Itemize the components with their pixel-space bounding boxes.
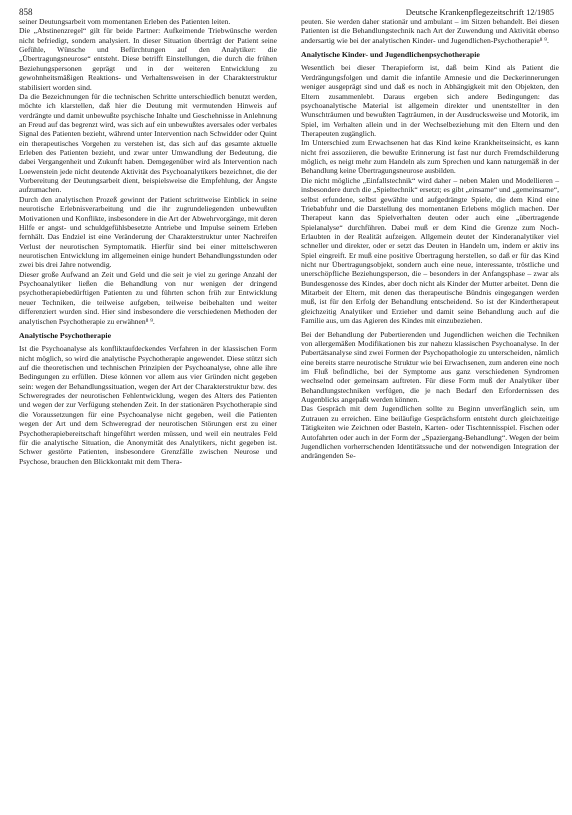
paragraph: peuten. Sie werden daher stationär und ambulant – im Sitzen behandelt. Bei diesen Patienten ist die Behandlungstechnik nach Art der Zuwendung und Aktivität ebenso andersartig wie bei der analytischen Kinder- und Jugendlichen-Psychotherapie⁸ ⁹.	[301, 17, 559, 45]
paragraph: Dieser große Aufwand an Zeit und Geld und die seit je viel zu geringe Anzahl der Psychoanalytiker ließen die Behandlung von nur wenigen der dringend psychotherapiebedürftigen Patienten zu und führten schon früh zur Entwicklung neuer Techniken, die teilweise aufgeben, teilweise beibehalten und weiter differenziert wurden sind. Hier sind insbesondere die verschiedenen Methoden der analytischen Psychotherapie zu erwähnen⁸ ⁹.	[19, 269, 277, 326]
paragraph: Die nicht mögliche „Einfallstechnik“ wird daher – neben Malen und Modellieren – insbesondere durch die „Spieltechnik“ ersetzt; es gibt „einsame“ und „gemeinsame“, selbst erfundene, selbst gewählte und aufgedrängte Spiele, die dem Kind eine Triebabfuhr und die Darstellung des momentanen Erlebens möglich machen. Der Therapeut kann das Spielverhalten deuten oder auch eine „übertragende Spielanalyse“ durchführen. Dabei muß er dem Kind die Grenze zum Noch-Erlaubten in der Realität aufzeigen. Allgemein deutet der Kinderanalytiker viel schneller und direkter, oder er setzt das Deuten in Handeln um, indem er aktiv ins Spiel eingreift. Er muß eine positive Übertragung herstellen, so daß er für das Kind nicht nur Übertragungsobjekt, sondern auch eine neue, interessante, tröstliche und unerschöpfliche Beziehungsperson, die – besonders in der Anfangsphase – zwar als Bundesgenosse des Kindes, aber doch nicht als Kinder der Mutter arbeitet. Denn die Mitarbeit der Eltern, mit denen das therapeutische Bündnis eingegangen werden muß, ist für den Erfolg der Behandlung entscheidend. So ist der Kindertherapeut gleichzeitig Analytiker und Erzieher und damit seine Behandlung auch auf die Familie aus, um das Agieren des Kindes mit einzubeziehen.	[301, 175, 559, 326]
section-heading: Analytische Psychotherapie	[19, 330, 112, 340]
paragraph: Da die Bezeichnungen für die technischen Schritte unterschiedlich benutzt werden, möchte ich klarstellen, daß hier die Deutung mit vermutenden Hinweis auf verdrängte und damit unbewußte psychische Inhalte und Geschehnisse in Anlehnung an Freud auf das begrenzt wird, was sich auf ein unbewußtes aversales oder verbales Signal des Patienten bezieht, während unter Intervention nach Schwidder oder Quint ein therapeutisches Vorgehen zu verstehen ist, das sich auf das gesamte aktuelle Erleben des Patienten bezieht, und zwar unter Umwandlung der Bedeutung, die dabei Vergangenheit und Zukunft haben. Demgegenüber wird als Intervention nach Loewenstein jede nicht deutende Aktivität des Psychoanalytikers bezeichnet, die der Vorbereitung der Deutungsarbeit dient, beispielsweise die Empfehlung, der Ängste aufzumachen.	[19, 91, 277, 195]
page-number: 858	[19, 7, 33, 17]
paragraph: Wesentlich bei dieser Therapieform ist, daß beim Kind als Patient die Verdrängungsfolgen und damit die infantile Amnesie und die Deckerinnerungen weniger ausgeprägt sind und daß es noch in Abhängigkeit mit den Objekten, den Eltern zusammenlebt. Daraus ergeben sich andere Bedingungen: das psychoanalytische Material ist allgemein direkter und unentstellter in den Wunschträumen und bewußten Tagträumen, in der Ausdrucksweise und Motorik, im Spiel, im Verhalten allein und in der Wechselbeziehung mit den Eltern und den Therapeuten zugänglich.	[301, 63, 559, 138]
section-heading: Analytische Kinder- und Jugendlichenpsychotherapie	[301, 50, 480, 60]
paragraph: Das Gespräch mit dem Jugendlichen sollte zu Beginn unverfänglich sein, um Zutrauen zu erreichen. Eine beiläufige Gesprächsform entsteht durch gleichzeitige Tätigkeiten wie Zeichnen oder Basteln, Karten- oder Tischtennisspiel. Fischen oder Autofahrten oder auch in der Form der „Spaziergang-Behandlung“. Wegen der beim Jugendlichen vorherrschenden Identitätssuche und der notwendigen Integration der andrängenden Se-	[301, 404, 559, 461]
journal-header: Deutsche Krankenpflegezeitschrift 12/1985	[405, 7, 554, 17]
paragraph: seiner Deutungsarbeit vom momentanen Erleben des Patienten leiten.	[19, 17, 231, 26]
paragraph: Bei der Behandlung der Pubertierenden und Jugendlichen weichen die Techniken von allergemäßen Modifikationen bis zur nahezu klassischen Psychoanalyse. In der Pubertätsanalyse sind zwei Formen der Psychopathologie zu unterscheiden, nämlich eine bereits starre neurotische Struktur wie bei Erwachsenen, zum anderen eine noch im Fluß befindliche, bei der Symptome aus ganz verschiedenen Syndromen wechselnd oder gemeinsam auftreten. Für diese Form muß der Analytiker über Behandlungstechniken verfügen, die je nach Bedarf den Erfordernissen des Augenblicks angepaßt werden können.	[301, 329, 559, 405]
left-column	[19, 17, 277, 466]
paragraph: Die „Abstinenzregel“ gilt für beide Partner: Aufkeimende Triebwünsche werden nicht befriedigt, sondern analysiert. In dieser Situation überträgt der Patient seine Gefühle, Wünsche und Befürchtungen auf den Analytiker: die „Übertragungsneurose“ entsteht. Diese betrifft Einstellungen, die durch die frühen Beziehungspersonen geprägt und in der weiteren Entwicklung zu gewohnheitsmäßigen Reaktions- und Verhaltensweisen in der Charakterstruktur stabilisiert worden sind.	[19, 26, 277, 92]
paragraph: Ist die Psychoanalyse als konfliktaufdeckendes Verfahren in der klassischen Form nicht möglich, so wird die analytische Psychotherapie angewendet. Diese stützt sich auf die theoretischen und technischen Prinzipien der Psychoanalyse, ohne alle ihre Bedingungen zu erfüllen. Diese können vor allem aus vier Gründen nicht gegeben sein: wegen der Behandlungssituation, wegen der Art der Charakterstruktur bzw. des Schweregrades der neurotischen Fehlentwicklung, wegen des Alters des Patienten und wegen der zur Verfügung stehenden Zeit. In der stationären Psychotherapie sind die Voraussetzungen für eine Psychoanalyse nicht gegeben, weil die Patienten wegen der Art und dem Schweregrad der neurotischen Störungen erst zu einer Psychotherapiebereitschaft hingeführt werden müssen, und weil ein neutrales Feld für die analytische Situation, die Anonymität des Analytikers, nicht gegeben ist. Schwer gestörte Patienten, insbesondere Grenzfälle zwischen Neurose und Psychose, brauchen den Blickkontakt mit dem Thera-	[19, 344, 277, 466]
paragraph: Durch den analytischen Prozeß gewinnt der Patient schrittweise Einblick in seine neurotische Erlebnisverarbeitung und die ihr zugrundeliegenden unbewußten Motivationen und Konflikte, insbesondere in die Art der Abwehrvorgänge, mit deren Hilfe er angst- und schuldgefühlsbesetzte Antriebe und Impulse seinem Erleben fernhält. Das Endziel ist eine Veränderung der Charakterstruktur unter Nachreifen Verlust der neurotischen Symptomatik. Hierfür sind bei einer mittelschweren neurotischen Entwicklung im allgemeinen einige hundert Behandlungsstunden oder zwei bis drei Jahre notwendig.	[19, 194, 277, 270]
paragraph: Im Unterschied zum Erwachsenen hat das Kind keine Krankheitseinsicht, es kann nicht frei assoziieren, die bewußte Erinnerung ist fast nur durch Fremdschilderung möglich, es neigt mehr zum Handeln als zum Sprechen und kann naturgemäß in der Behandlung keine Übertragungsneurose ausbilden.	[301, 138, 559, 176]
right-column	[301, 17, 559, 461]
